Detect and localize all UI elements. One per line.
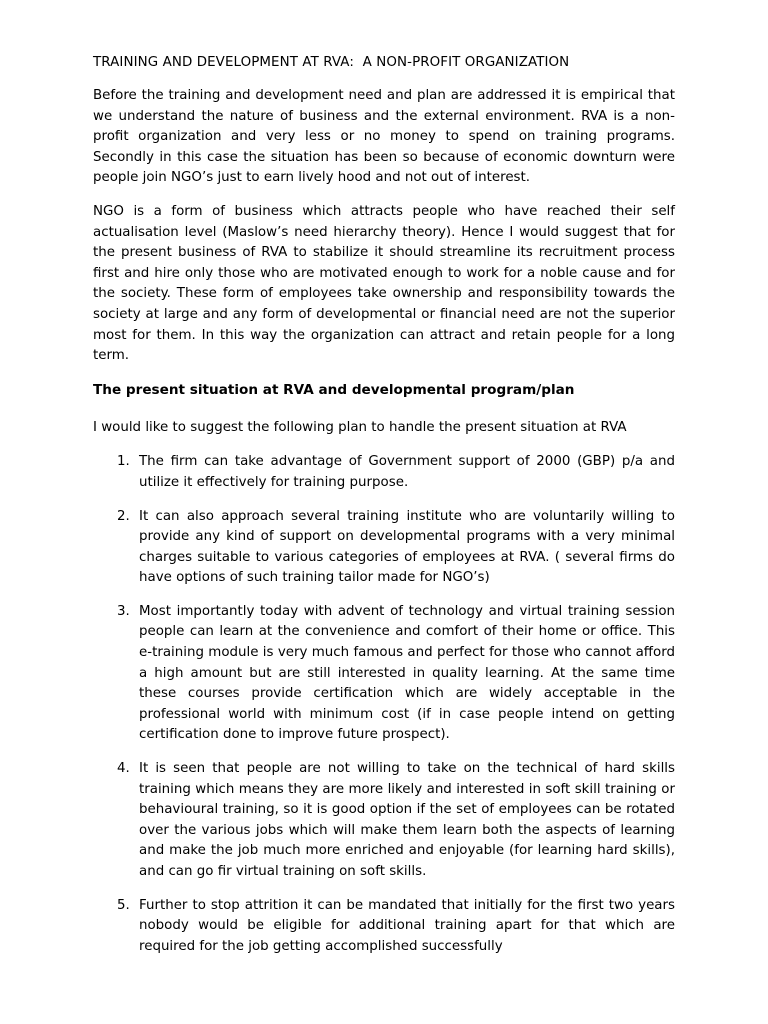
paragraph-ngo-recruitment: NGO is a form of business which attracts people who have reached their self actualisation level (Maslow’s need hierarchy theory). Hence I would suggest that for the present business of RVA to stabilize it should streamline its recruitment process first and hire only those who are motivated enough to work for a noble cause and for the society. These form of employees take ownership and responsibility towards the society at large and any form of developmental or financial need are not the superior most for them. In this way the organization can attract and retain people for a long term. [93, 203, 675, 364]
list-item [93, 602, 675, 746]
list-item-number: 4. [117, 761, 130, 777]
section-heading: The present situation at RVA and developmental program/plan [93, 381, 575, 398]
list-item-number: 3. [117, 603, 130, 619]
list-item [93, 507, 675, 589]
list-item-text: Further to stop attrition it can be mandated that initially for the first two years nobody would be eligible for additional training apart for that which are required for the job getting accomplished successfully [139, 897, 675, 954]
plan-list [93, 452, 675, 957]
list-item [93, 896, 675, 958]
list-item [93, 759, 675, 883]
list-item-text: It is seen that people are not willing to take on the technical of hard skills training which means they are more likely and interested in soft skill training or behavioural training, so it is good option if the set of employees can be rotated over the various jobs which will make them learn both the aspects of learning and make the job much more enriched and enjoyable (for learning hard skills), and can go fir virtual training on soft skills. [139, 761, 675, 879]
list-item-number: 1. [117, 454, 130, 470]
document-page [93, 53, 675, 970]
list-item-number: 2. [117, 508, 130, 524]
list-item-number: 5. [117, 897, 130, 913]
paragraph-intro-context: Before the training and development need and plan are addressed it is empirical that we understand the nature of business and the external environment. RVA is a non-profit organization and very less or no money to spend on training programs. Secondly in this case the situation has been so because of economic downturn were people join NGO’s just to earn lively hood and not out of interest. [93, 88, 675, 186]
list-item-text: The firm can take advantage of Government support of 2000 (GBP) p/a and utilize it effectively for training purpose. [139, 454, 675, 490]
plan-intro: I would like to suggest the following plan to handle the present situation at RVA [93, 419, 627, 435]
document-title: TRAINING AND DEVELOPMENT AT RVA: A NON-PROFIT ORGANIZATION [93, 55, 570, 70]
list-item-text: It can also approach several training institute who are voluntarily willing to provide any kind of support on developmental programs with a very minimal charges suitable to various categories of employees at RVA. ( several firms do have options of such training tailor made for NGO’s) [139, 508, 675, 586]
list-item [93, 452, 675, 493]
list-item-text: Most importantly today with advent of technology and virtual training session people can learn at the convenience and comfort of their home or office. This e-training module is very much famous and perfect for those who cannot afford a high amount but are still interested in quality learning. At the same time these courses provide certification which are widely acceptable in the professional world with minimum cost (if in case people intend on getting certification done to improve future prospect). [139, 603, 675, 743]
